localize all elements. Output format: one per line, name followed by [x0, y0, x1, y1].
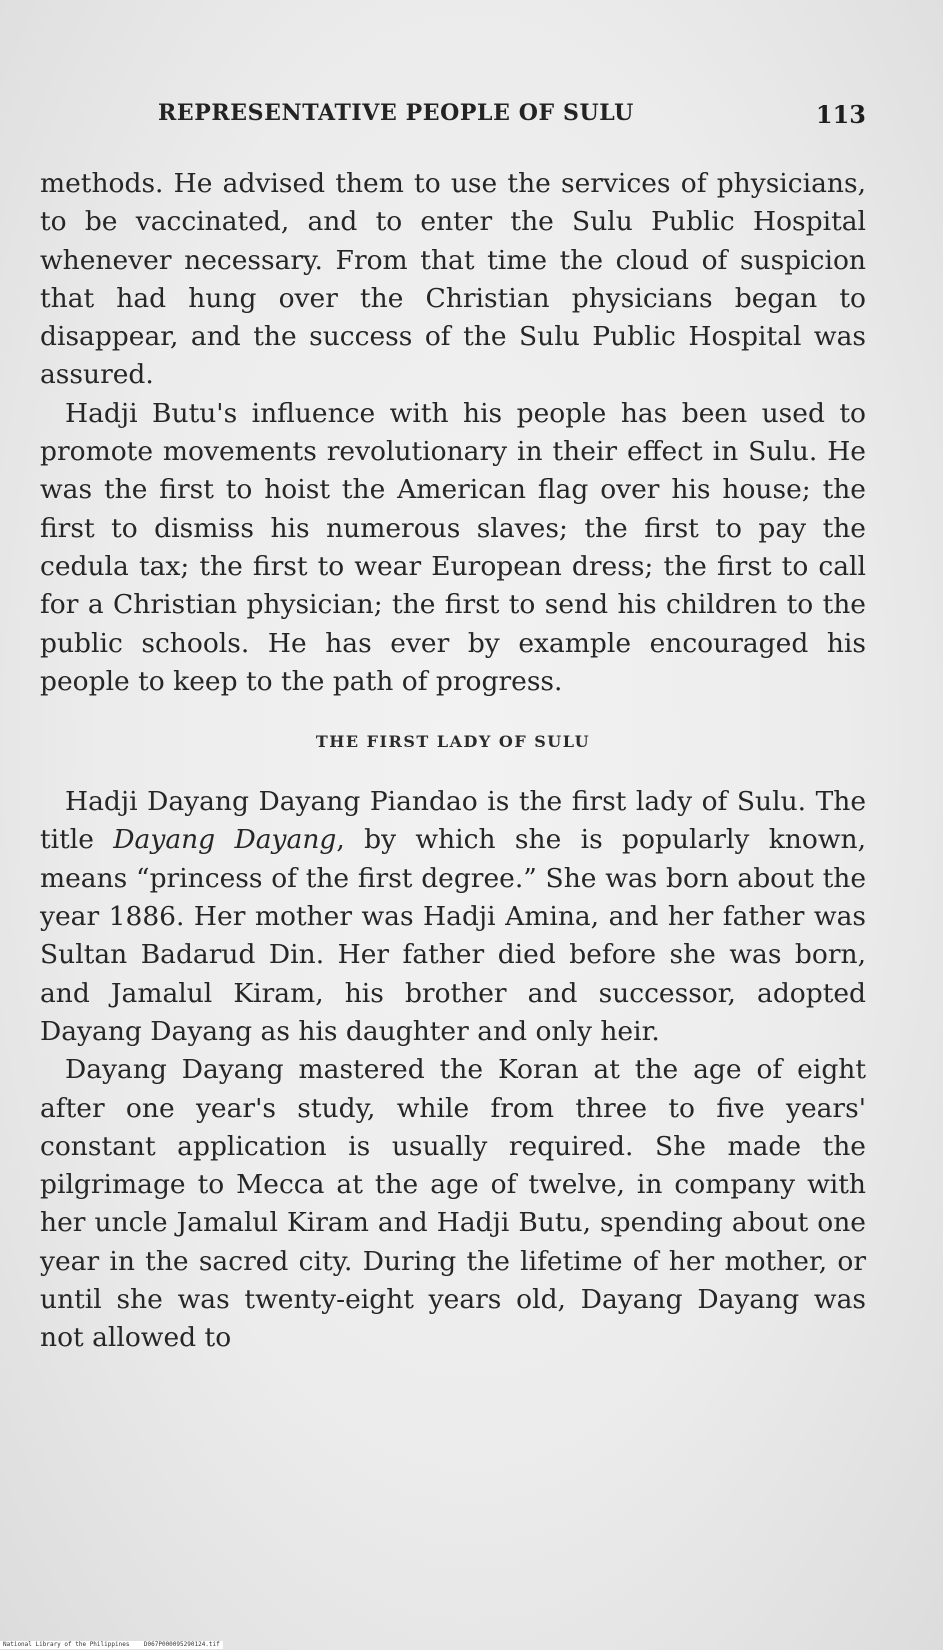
paragraph-koran-and-pilgrimage: Dayang Dayang mastered the Koran at the age of eight after one year's study, while from three to five years' constant application is usually required. She made the pilgrimage to Mecca at the age of twelve, in company with her uncle Jamalul Kiram and Hadji Butu, spending about one year in the sacred city. During the lifetime of her mother, or until she was twenty-eight years old, Dayang Dayang was not allowed to — [40, 1054, 866, 1354]
running-title: REPRESENTATIVE PEOPLE OF SULU — [158, 100, 634, 126]
title-dayang-dayang: Dayang Dayang — [113, 824, 337, 856]
section-heading: THE FIRST LADY OF SULU — [315, 732, 591, 752]
paragraph-continuation: methods. He advised them to use the services of physicians, to be vaccinated, and to enter the Sulu Public Hospital whenever necessary. From that time the cloud of suspicion that had hung over the Christian physicians began to disappear, and the success of the Sulu Public Hospital was assured. — [40, 168, 866, 391]
paragraph-first-lady — [40, 783, 866, 1051]
paragraph-first-lady-text-start: Hadji Dayang Dayang Piandao is the first lady of Sulu. The title — [40, 786, 866, 856]
paragraph-first-lady-text-end: , by which she is popularly known, means “princess of the first degree.” She was born about the year 1886. Her mother was Hadji Amina, and her father was Sultan Badarud Din. Her father died before she was born, and Jamalul Kiram, his brother and successor, adopted Dayang Dayang as his daughter and only heir. — [40, 824, 866, 1047]
page-number: 113 — [815, 100, 866, 129]
footer-library: National Library of the Philippines — [3, 1641, 130, 1648]
running-header — [40, 100, 866, 140]
footer-file-id: D067P000095290124.tif — [143, 1641, 220, 1648]
scan-footer — [0, 1641, 223, 1649]
body-text — [40, 165, 866, 1358]
paragraph-hadji-butu-influence: Hadji Butu's influence with his people has been used to promote movements revolutionary in their effect in Sulu. He was the first to hoist the American flag over his house; the first to dismiss his numerous slaves; the first to pay the cedula tax; the first to wear European dress; the first to call for a Christian physician; the first to send his children to the public schools. He has ever by example encouraged his people to keep to the path of progress. — [40, 397, 866, 697]
